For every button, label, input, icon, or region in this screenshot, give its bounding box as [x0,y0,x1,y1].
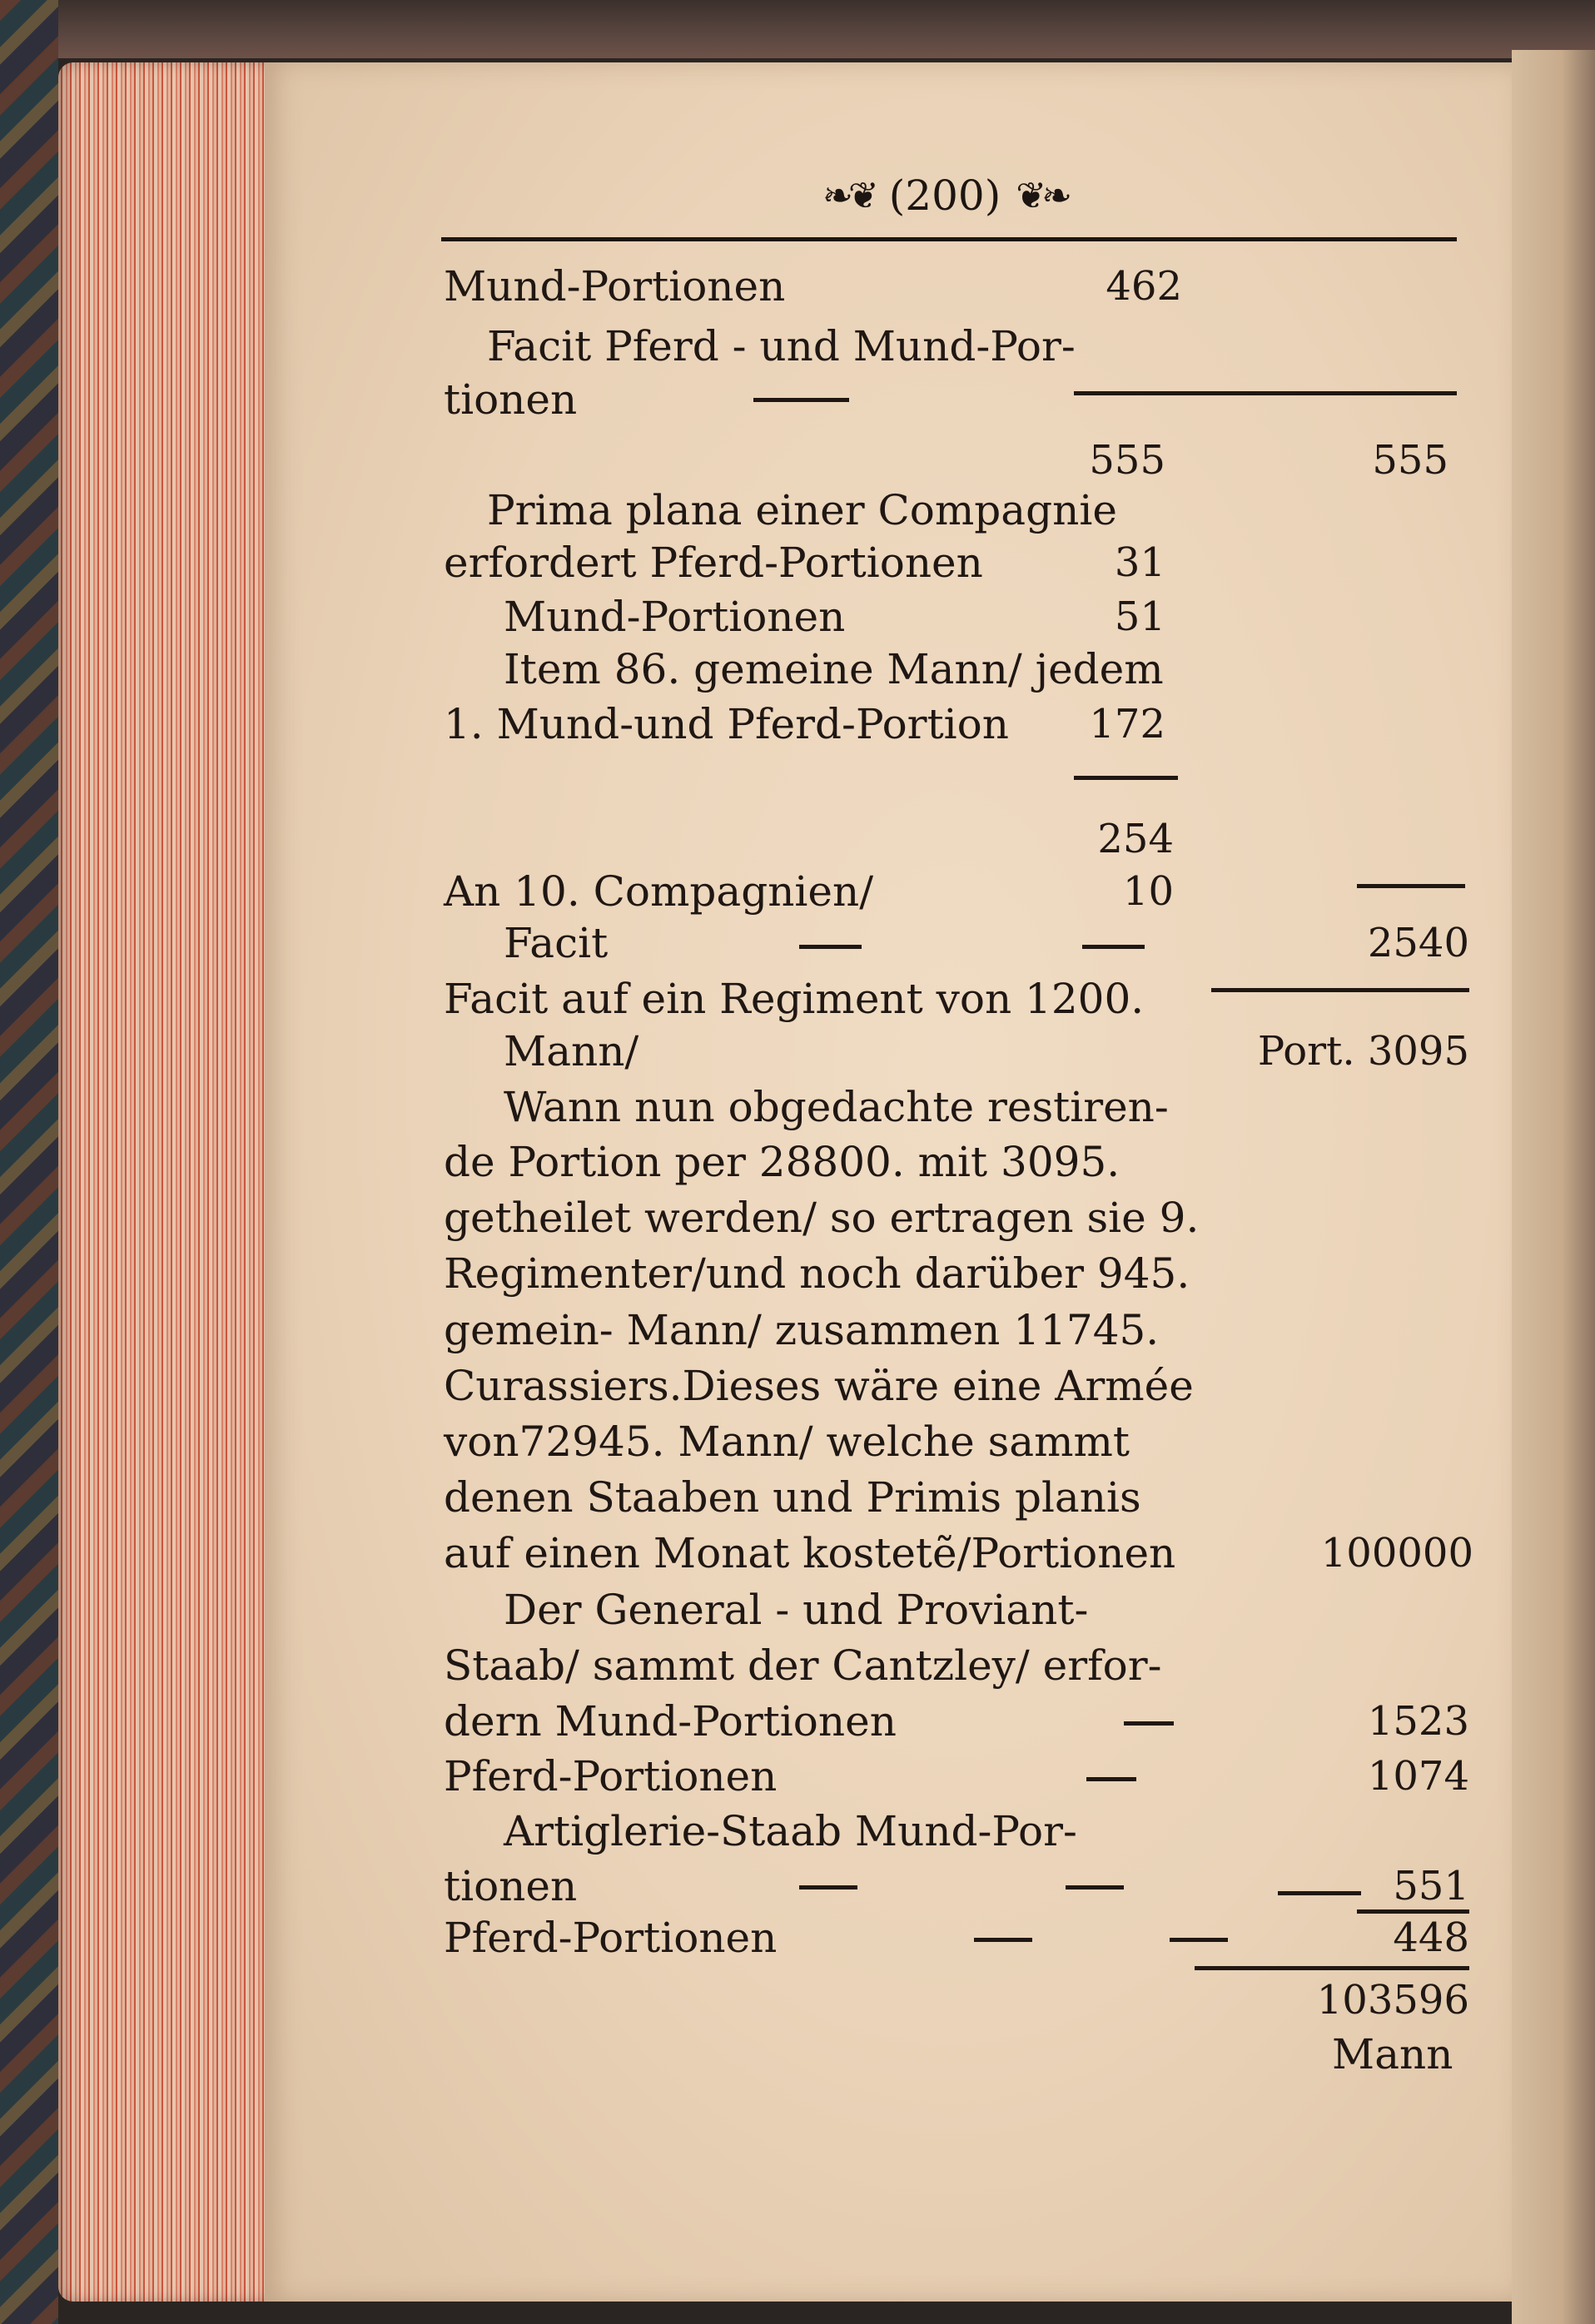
text-line: Regimenter/und noch darüber 945. [444,1249,1190,1298]
text-line: tionen [444,1862,578,1910]
text-line: Facit auf ein Regiment von 1200. [444,975,1145,1023]
marbled-cover-board [0,0,58,2324]
text-line: Artiglerie-Staab Mund-Por- [504,1807,1077,1855]
figure: 555 [1372,437,1448,484]
text-line: Staab/ sammt der Cantzley/ erfor- [444,1641,1162,1690]
text-line: Pferd-Portionen [444,1914,778,1962]
figure: 2540 [1367,920,1469,966]
dash [1086,1777,1136,1781]
text-line: Mund-Portionen [444,262,786,310]
figure: 555 [1089,437,1165,484]
dash [1278,1891,1361,1895]
book-board-top [0,0,1595,58]
sum-rule [1357,1909,1469,1914]
sum-rule [1211,988,1469,992]
header-rule [441,237,1457,241]
text-line: An 10. Compagnien/ [444,867,874,916]
figure: 51 [1114,593,1165,640]
text-line: Mund-Portionen [504,593,846,641]
figure-total: 103596 [1316,1977,1469,2024]
text-line: erfordert Pferd-Portionen [444,539,983,587]
facing-page-edge [1512,50,1595,2324]
dash [1066,1885,1124,1889]
dash [974,1938,1032,1942]
text-line: denen Staaben und Primis planis [444,1473,1141,1522]
text-line: 1. Mund-und Pferd-Portion [444,700,1009,748]
figure: 551 [1393,1863,1469,1909]
text-line: von72945. Mann/ welche sammt [444,1418,1130,1466]
page-number: (200) [888,171,1001,220]
sum-rule [1195,1966,1469,1970]
ornament-right-icon: ❦❧ [1016,174,1067,217]
dash [799,945,862,949]
figure: 254 [1097,816,1174,862]
text-line: de Portion per 28800. mit 3095. [444,1138,1120,1186]
text-line: Wann nun obgedachte restiren- [504,1083,1169,1131]
dash [1124,1721,1174,1726]
figure: 448 [1393,1914,1469,1961]
dash [1170,1938,1228,1942]
text-line: dern Mund-Portionen [444,1697,897,1745]
text-line: Der General - und Proviant- [504,1586,1089,1634]
dash [1357,884,1465,888]
text-line: tionen [444,375,578,424]
text-line: gemein- Mann/ zusammen 11745. [444,1306,1160,1354]
page-fore-edge [58,62,271,2302]
text-line: Mann/ [504,1027,639,1075]
sum-rule [1074,776,1178,780]
figure: 172 [1089,701,1165,747]
dash [753,398,849,402]
text-line: Item 86. gemeine Mann/ jedem [504,645,1164,693]
text-line: Facit Pferd - und Mund-Por- [487,322,1076,370]
text-line: Curassiers.Dieses wäre eine Armée [444,1362,1194,1410]
sum-rule [1074,391,1457,395]
figure: 1523 [1367,1698,1469,1745]
dash [799,1885,857,1889]
figure: 10 [1122,868,1174,915]
figure: 31 [1114,539,1165,586]
page-header [753,166,1136,225]
dash [1082,945,1145,949]
catchword: Mann [1332,2030,1453,2078]
figure: Port. 3095 [1257,1028,1469,1075]
figure: 100000 [1320,1530,1473,1577]
figure: 1074 [1367,1753,1469,1800]
text-line: auf einen Monat kostetẽ/Portionen [444,1529,1176,1577]
text-line: Facit [504,919,609,967]
text-line: getheilet werden/ so ertragen sie 9. [444,1194,1200,1242]
text-line: Pferd-Portionen [444,1752,778,1800]
ornament-left-icon: ❧❦ [822,174,874,217]
text-line: Prima plana einer Compagnie [487,486,1117,534]
figure: 462 [1106,263,1182,310]
